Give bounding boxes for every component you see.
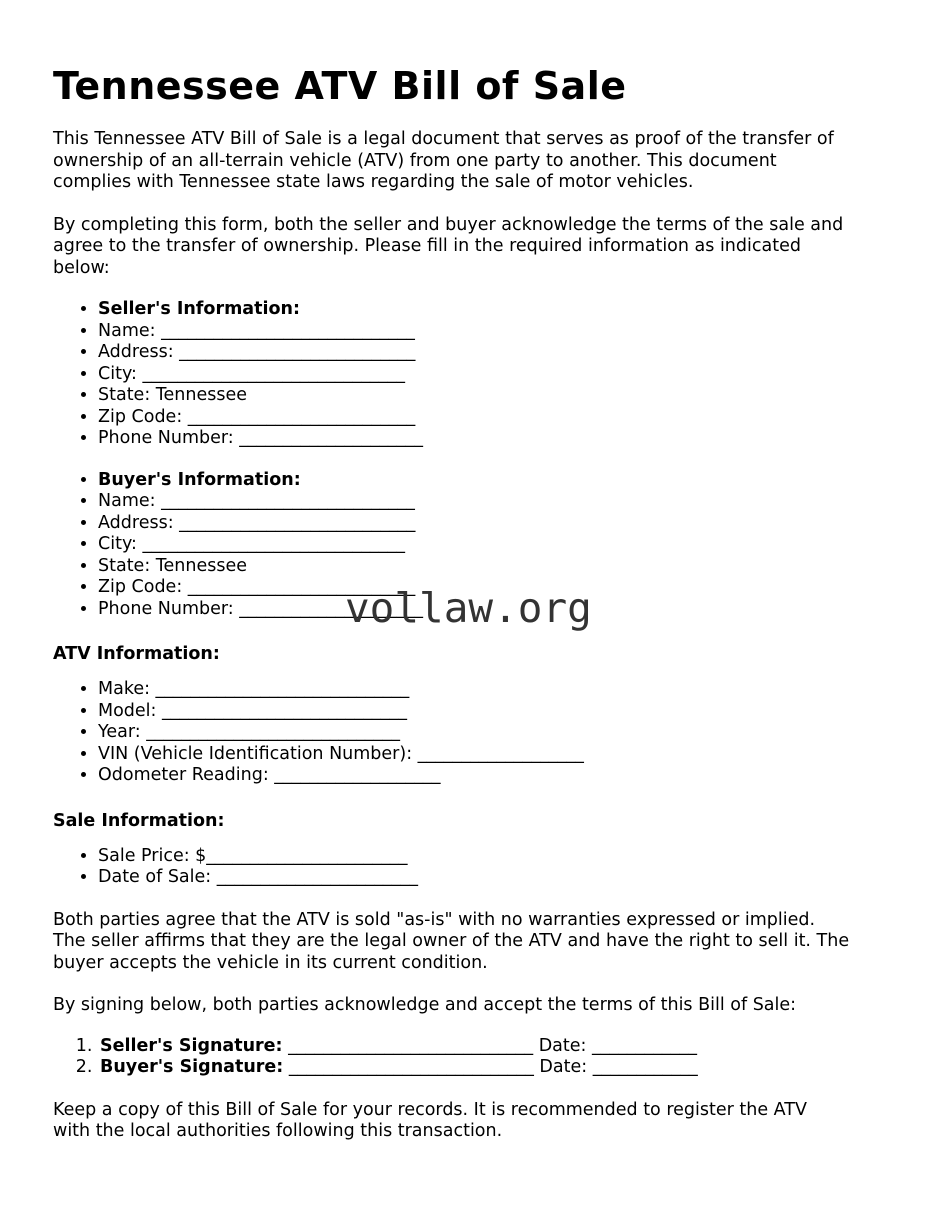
text-line: By completing this form, both the seller and buyer acknowledge the terms of the sale and [53, 214, 844, 235]
text-line: ownership of an all-terrain vehicle (ATV) from one party to another. This document [53, 150, 777, 171]
buyer-signature-line [98, 1057, 890, 1079]
document-title: Tennessee ATV Bill of Sale [53, 64, 627, 108]
sale-info-list [53, 846, 890, 889]
signature-list [53, 1036, 890, 1079]
buyer-address-field: • Address: ___________________________ [98, 513, 890, 535]
seller-zip-field: • Zip Code: __________________________ [98, 407, 890, 429]
seller-address-field: • Address: ___________________________ [98, 342, 890, 364]
sale-date-field: • Date of Sale: _______________________ [98, 867, 890, 889]
as-is-paragraph [53, 910, 890, 975]
text-line: complies with Tennessee state laws regarding the sale of motor vehicles. [53, 172, 694, 192]
text-line: By signing below, both parties acknowledge and accept the terms of this Bill of Sale: [53, 995, 797, 1015]
signing-paragraph [53, 995, 890, 1017]
atv-info-heading: ATV Information: [53, 644, 220, 664]
intro-paragraph-1 [53, 129, 890, 194]
seller-city-field: • City: ______________________________ [98, 364, 890, 386]
intro-paragraph-2 [53, 215, 890, 280]
text-line: The seller affirms that they are the legal owner of the ATV and have the right to sell it. The [53, 931, 850, 951]
text-line: agree to the transfer of ownership. Please fill in the required information as indicated [53, 236, 801, 256]
sale-price-field: • Sale Price: $_______________________ [98, 846, 890, 868]
sale-info-heading: Sale Information: [53, 810, 225, 831]
atv-year-field: • Year: _____________________________ [98, 722, 890, 744]
buyer-signature-label: Buyer's Signature: [100, 1057, 284, 1077]
seller-state-field: • State: Tennessee [98, 385, 890, 407]
text-line: Keep a copy of this Bill of Sale for your records. It is recommended to register the ATV [53, 1099, 807, 1120]
text-line: Both parties agree that the ATV is sold "as-is" with no warranties expressed or implied. [53, 909, 816, 930]
buyer-city-field: • City: ______________________________ [98, 534, 890, 556]
seller-info-list [53, 299, 890, 450]
closing-paragraph [53, 1100, 890, 1143]
watermark: vollaw.org [345, 584, 592, 632]
text-line: below: [53, 257, 110, 278]
buyer-signature-blank: ____________________________ Date: ____________ [283, 1057, 698, 1077]
buyer-info-list [53, 470, 890, 621]
text-line: with the local authorities following this transaction. [53, 1121, 503, 1141]
seller-signature-line [98, 1036, 890, 1058]
buyer-state-field: • State: Tennessee [98, 556, 890, 578]
text-line: buyer accepts the vehicle in its current condition. [53, 952, 488, 973]
atv-make-field: • Make: _____________________________ [98, 679, 890, 701]
seller-name-field: • Name: _____________________________ [98, 321, 890, 343]
buyer-info-heading: • Buyer's Information: [98, 470, 890, 492]
atv-odometer-field: • Odometer Reading: ___________________ [98, 765, 890, 787]
seller-info-heading: • Seller's Information: [98, 299, 890, 321]
atv-model-field: • Model: ____________________________ [98, 701, 890, 723]
seller-signature-label: Seller's Signature: [100, 1035, 283, 1056]
text-line: This Tennessee ATV Bill of Sale is a legal document that serves as proof of the transfer of [53, 129, 834, 149]
buyer-phone-field: • Phone Number: _____________________ [98, 599, 890, 621]
buyer-name-field: • Name: _____________________________ [98, 491, 890, 513]
atv-vin-field: • VIN (Vehicle Identification Number): ___________________ [98, 744, 890, 766]
atv-info-list [53, 679, 890, 787]
seller-phone-field: • Phone Number: _____________________ [98, 428, 890, 450]
buyer-zip-field: • Zip Code: __________________________ [98, 577, 890, 599]
seller-signature-blank: ____________________________ Date: ____________ [282, 1035, 697, 1056]
